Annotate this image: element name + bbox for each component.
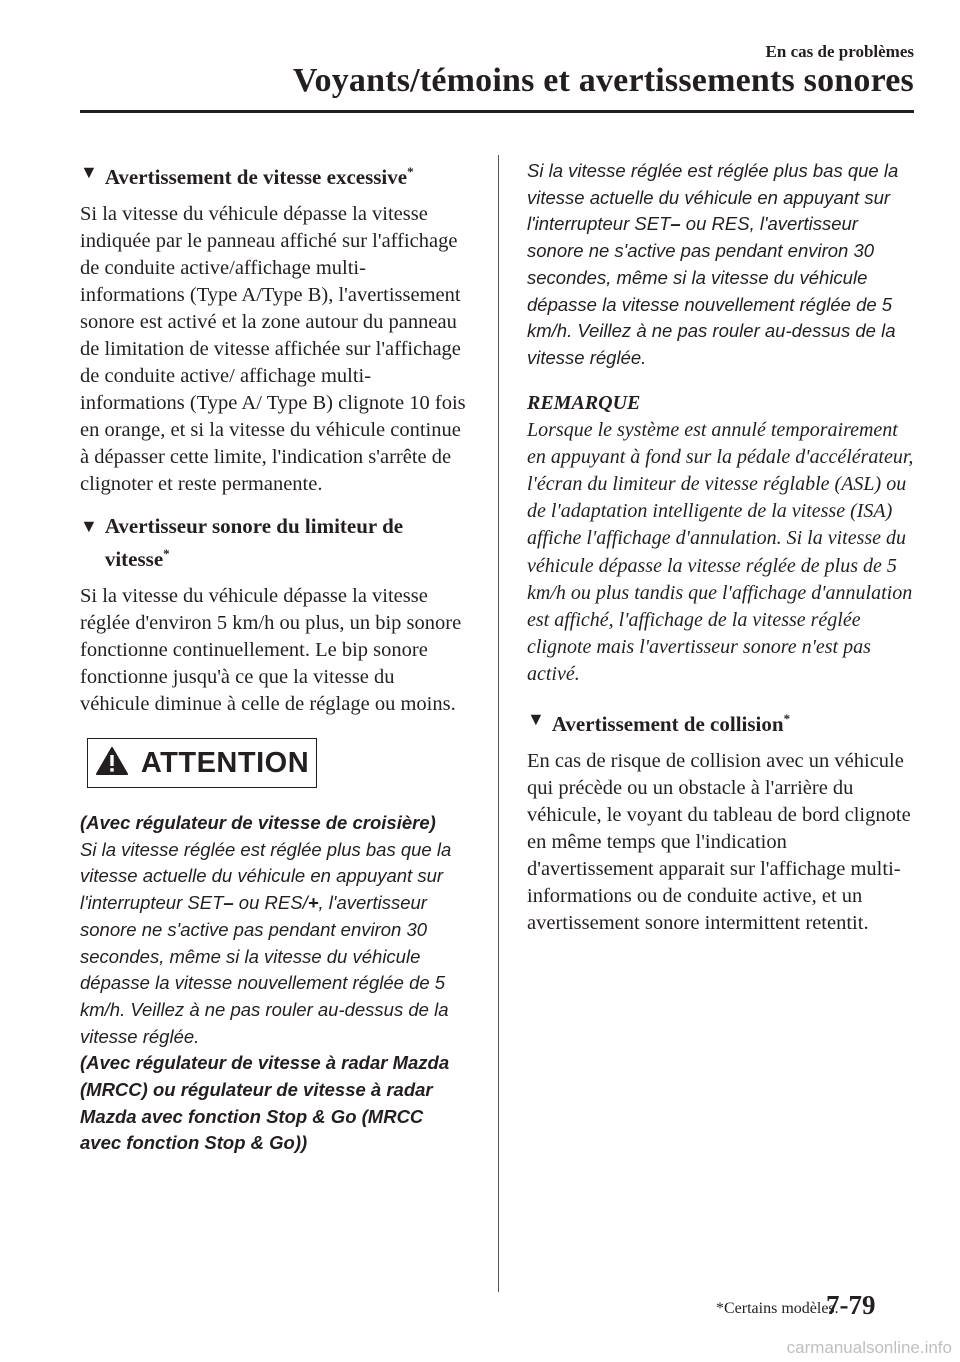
attention-text-part: , l'avertisseur sonore ne s'active pas pendant environ 30 secondes, même si la vitesse du véhicule dépasse la vitesse nouvellement réglée de 5 km/h. Veillez à ne pas rouler au-dessus de la vitesse réglée.: [80, 892, 449, 1047]
attention-paragraph-mrcc: [527, 158, 915, 372]
attention-text-part: ou RES/: [233, 892, 308, 914]
attention-box: [87, 738, 317, 788]
triangle-bullet-icon: ▼: [527, 708, 545, 729]
section-header: En cas de problèmes: [765, 42, 914, 61]
triangle-bullet-icon: ▼: [80, 516, 98, 536]
page-title: Voyants/témoins et avertissements sonores: [292, 62, 914, 99]
attention-subheading-mrcc: (Avec régulateur de vitesse à radar Mazda (MRCC) ou régulateur de vitesse à radar Mazda avec fonction Stop & Go (MRCC avec fonction Stop & Go)): [80, 1052, 450, 1154]
paragraph-collision-warning: En cas de risque de collision avec un véhicule qui précède ou un obstacle à l'arrière du véhicule, le voyant du tableau de bord clignote en même temps que l'indication d'avertissement apparait sur l'affichage multi-informations ou de conduite active, et un avertissement sonore intermittent retentit.: [527, 749, 911, 934]
watermark: carmanualsonline.info: [786, 1338, 952, 1357]
minus-symbol: –: [223, 892, 234, 914]
heading-text: Avertisseur sonore du limiteur de vitesse: [104, 514, 404, 571]
attention-label: ATTENTION: [140, 746, 310, 779]
attention-text-part: ou RES, l'avertisseur sonore ne s'active pas pendant environ 30 secondes, même si la vitesse du véhicule dépasse la vitesse nouvellement réglée de 5 km/h. Veillez à ne pas rouler au-dessus de la vitesse réglée.: [527, 213, 896, 368]
minus-symbol: –: [670, 213, 681, 235]
footnote: *Certains modèles.: [716, 1300, 839, 1317]
remarque-text: Lorsque le système est annulé temporairement en appuyant à fond sur la pédale d'accélérateur, l'écran du limiteur de vitesse réglable (ASL) ou de l'adaptation intelligente de la vitesse (ISA) affiche l'affichage d'annulation. Si la vitesse du véhicule dépasse la vitesse réglée de plus de 5 km/h ou plus tandis que l'affichage d'annulation est affiché, l'affichage de la vitesse réglée clignote mais l'avertisseur sonore n'est pas activé.: [527, 418, 914, 686]
plus-symbol: +: [307, 892, 319, 914]
attention-text-part: Si la vitesse réglée est réglée plus bas que la vitesse actuelle du véhicule en appuyant sur l'interrupteur SET: [527, 160, 899, 235]
attention-subheading-cruise: (Avec régulateur de vitesse de croisière): [80, 812, 436, 833]
heading-text: Avertissement de collision: [551, 711, 784, 736]
right-column: [527, 158, 915, 951]
left-column: [80, 158, 468, 1157]
triangle-bullet-icon: ▼: [80, 162, 98, 182]
column-divider: [498, 155, 499, 1292]
asterisk-mark: *: [407, 164, 414, 179]
attention-continued: [527, 158, 915, 372]
asterisk-mark: *: [783, 710, 791, 726]
attention-content: [80, 810, 468, 1157]
warning-triangle-icon: [95, 746, 129, 781]
page-number: 7-79: [826, 1290, 876, 1320]
asterisk-mark: *: [163, 546, 170, 561]
header-rule: [80, 110, 914, 113]
paragraph-limiter-beep: Si la vitesse du véhicule dépasse la vitesse réglée d'environ 5 km/h ou plus, un bip sonore fonctionne continuellement. Le bip sonore fonctionne jusqu'à ce que la vitesse du véhicule diminue à celle de réglage ou moins.: [80, 585, 462, 715]
heading-text: Avertissement de vitesse excessive: [104, 165, 408, 189]
heading-limiter-beep: [80, 512, 468, 573]
attention-paragraph-cruise: [80, 837, 468, 1051]
remarque-title: REMARQUE: [527, 391, 641, 414]
paragraph-speed-warning: Si la vitesse du véhicule dépasse la vitesse indiquée par le panneau affiché sur l'affichage de conduite active/affichage multi-informations (Type A/Type B), l'avertissement sonore est activé et la zone autour du panneau de limitation de vitesse affichée sur l'affichage de conduite active/ affichage multi-informations (Type A/ Type B) clignote 10 fois en orange, et si la vitesse du véhicule continue à dépasser cette limite, l'indication s'arrête de clignoter et reste permanente.: [80, 203, 466, 495]
attention-text-part: Si la vitesse réglée est réglée plus bas que la vitesse actuelle du véhicule en appuyant sur l'interrupteur SET: [80, 838, 452, 914]
heading-speed-warning: [80, 158, 468, 191]
heading-collision-warning: [527, 705, 915, 738]
